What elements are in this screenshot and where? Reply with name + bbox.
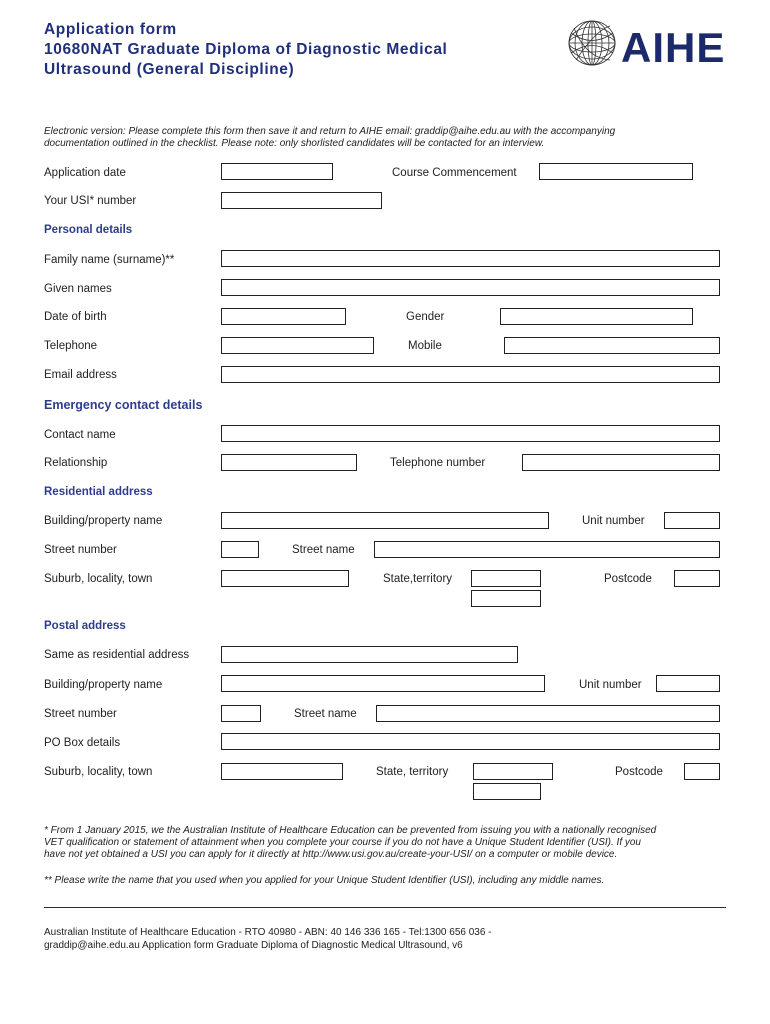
res-state-field[interactable]: [471, 570, 541, 587]
contact-name-label: Contact name: [44, 429, 116, 441]
gender-label: Gender: [406, 311, 445, 323]
intro-line-2: documentation outlined in the checklist. Please note: only shorlisted candidates will be contacted for an interview.: [44, 138, 545, 149]
post-suburb-label: Suburb, locality, town: [44, 766, 153, 778]
post-street-number-field[interactable]: [221, 705, 261, 722]
res-unit-number-label: Unit number: [582, 515, 645, 527]
res-unit-number-field[interactable]: [664, 512, 720, 529]
usi-number-label: Your USI* number: [44, 195, 137, 207]
same-as-residential-label: Same as residential address: [44, 649, 190, 661]
post-building-label: Building/property name: [44, 679, 163, 691]
intro-line-1: Electronic version: Please complete this form then save it and return to AIHE email: graddip@aihe.edu.au with the accompanying: [44, 126, 616, 137]
po-box-label: PO Box details: [44, 737, 121, 749]
email-address-field[interactable]: [221, 366, 720, 383]
date-of-birth-label: Date of birth: [44, 311, 107, 323]
usi-note-line-1: * From 1 January 2015, we the Australian Institute of Healthcare Education can be prevented from issuing you with a nationally recognised: [44, 825, 657, 836]
mobile-label: Mobile: [408, 340, 442, 352]
post-postcode-field[interactable]: [684, 763, 720, 780]
res-state-label: State,territory: [383, 573, 453, 585]
application-date-label: Application date: [44, 167, 126, 179]
res-postcode-field[interactable]: [674, 570, 720, 587]
emergency-telephone-field[interactable]: [522, 454, 720, 471]
intro-text: [44, 126, 734, 150]
res-building-label: Building/property name: [44, 515, 163, 527]
gender-field[interactable]: [500, 308, 693, 325]
post-unit-number-label: Unit number: [579, 679, 642, 691]
relationship-field[interactable]: [221, 454, 357, 471]
post-unit-number-field[interactable]: [656, 675, 720, 692]
family-name-label: Family name (surname)**: [44, 254, 175, 266]
usi-note-line-2: VET qualification or statement of attainment when you complete your course if you do not have a Unique Student Identifier (USI). If you: [44, 837, 641, 848]
post-state-field[interactable]: [473, 763, 553, 780]
mobile-field[interactable]: [504, 337, 720, 354]
post-state-label: State, territory: [376, 766, 449, 778]
res-suburb-field[interactable]: [221, 570, 349, 587]
title-line-3: Ultrasound (General Discipline): [44, 61, 295, 78]
relationship-label: Relationship: [44, 457, 108, 469]
contact-name-field[interactable]: [221, 425, 720, 442]
title-line-1: Application form: [44, 21, 177, 38]
course-commencement-field[interactable]: [539, 163, 693, 180]
same-as-residential-field[interactable]: [221, 646, 518, 663]
footer: [44, 927, 734, 952]
res-postcode-label: Postcode: [604, 573, 652, 585]
res-suburb-label: Suburb, locality, town: [44, 573, 153, 585]
date-of-birth-field[interactable]: [221, 308, 346, 325]
name-note: ** Please write the name that you used when you applied for your Unique Student Identifier (USI), including any middle names.: [44, 875, 605, 886]
res-street-number-label: Street number: [44, 544, 117, 556]
family-name-field[interactable]: [221, 250, 720, 267]
postal-address-heading: Postal address: [44, 620, 126, 632]
form-title: [44, 20, 447, 80]
residential-address-heading: Residential address: [44, 486, 153, 498]
post-suburb-field[interactable]: [221, 763, 343, 780]
personal-details-heading: Personal details: [44, 224, 133, 236]
usi-note: [44, 825, 734, 861]
post-street-number-label: Street number: [44, 708, 117, 720]
post-building-field[interactable]: [221, 675, 545, 692]
res-street-name-label: Street name: [292, 544, 355, 556]
post-street-name-label: Street name: [294, 708, 357, 720]
res-street-name-field[interactable]: [374, 541, 720, 558]
footer-line-2: graddip@aihe.edu.au Application form Graduate Diploma of Diagnostic Medical Ultrasound, v6: [44, 939, 463, 951]
title-line-2: 10680NAT Graduate Diploma of Diagnostic Medical: [44, 41, 448, 58]
given-names-label: Given names: [44, 283, 112, 295]
po-box-field[interactable]: [221, 733, 720, 750]
globe-mesh-icon: [566, 18, 618, 68]
telephone-label: Telephone: [44, 340, 98, 352]
footer-divider: [44, 907, 726, 908]
res-state-field-2[interactable]: [471, 590, 541, 607]
email-address-label: Email address: [44, 369, 117, 381]
usi-number-field[interactable]: [221, 192, 382, 209]
emergency-contact-heading: Emergency contact details: [44, 398, 203, 412]
application-date-field[interactable]: [221, 163, 333, 180]
usi-note-line-3: have not yet obtained a USI you can apply for it directly at http://www.usi.gov.au/create-your-USI/ on a computer or mobile device.: [44, 849, 618, 860]
res-street-number-field[interactable]: [221, 541, 259, 558]
course-commencement-label: Course Commencement: [392, 167, 517, 179]
footer-line-1: Australian Institute of Healthcare Education - RTO 40980 - ABN: 40 146 336 165 - Tel:1300 656 036 -: [44, 927, 492, 938]
telephone-field[interactable]: [221, 337, 374, 354]
aihe-logo: AIHE: [621, 24, 726, 71]
post-street-name-field[interactable]: [376, 705, 720, 722]
post-postcode-label: Postcode: [615, 766, 663, 778]
res-building-field[interactable]: [221, 512, 549, 529]
post-state-field-2[interactable]: [473, 783, 541, 800]
given-names-field[interactable]: [221, 279, 720, 296]
emergency-telephone-label: Telephone number: [390, 457, 486, 469]
